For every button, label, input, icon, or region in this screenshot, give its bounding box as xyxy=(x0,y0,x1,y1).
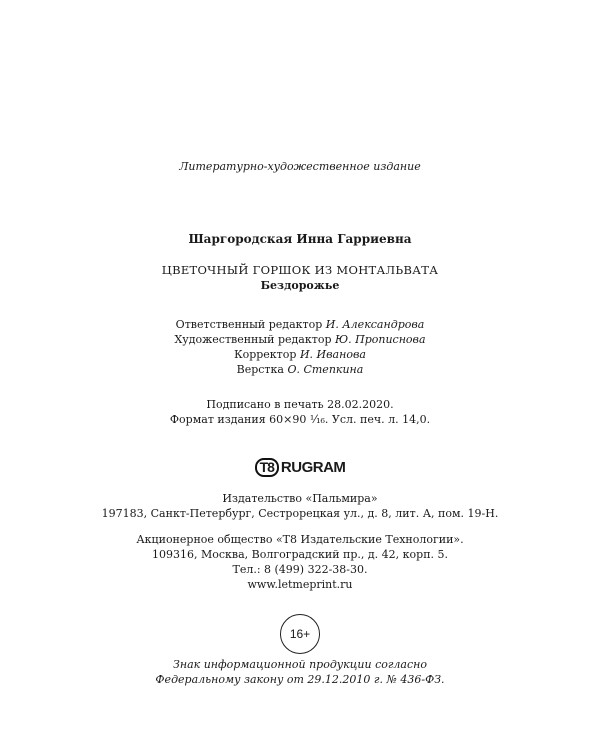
print-format: Формат издания 60×90 ¹⁄₁₆. Усл. печ. л. 14,0. xyxy=(169,413,431,426)
book-subtitle: Бездорожье xyxy=(260,279,340,292)
printer-name: Акционерное общество «Т8 Издательские Технологии». xyxy=(136,533,464,546)
credit-person: И. Александрова xyxy=(325,318,425,331)
credit-line xyxy=(0,333,600,347)
publisher-address: 197183, Санкт-Петербург, Сестрорецкая ул., д. 8, лит. А, пом. 19-Н. xyxy=(101,507,499,520)
credit-person: О. Степкина xyxy=(287,363,364,376)
notice-line-2: Федеральному закону от 29.12.2010 г. № 436-ФЗ. xyxy=(155,673,445,686)
author-name: Шаргородская Инна Гарриевна xyxy=(188,232,412,246)
print-signed: Подписано в печать 28.02.2020. xyxy=(206,398,394,411)
notice-line-1: Знак информационной продукции согласно xyxy=(172,658,428,671)
edition-type: Литературно-художественное издание xyxy=(179,160,421,173)
rugram-logo-text: RUGRAM xyxy=(280,459,346,476)
credit-role: Корректор xyxy=(234,348,297,361)
credit-person: Ю. Прописнова xyxy=(334,333,426,346)
printer-website: www.letmeprint.ru xyxy=(247,578,353,591)
age-rating-badge: 16+ xyxy=(280,614,320,654)
publisher-name: Издательство «Пальмира» xyxy=(222,492,378,505)
credit-role: Художественный редактор xyxy=(174,333,332,346)
credit-role: Верстка xyxy=(236,363,284,376)
t8-logo-mark: T8 xyxy=(255,458,279,477)
credit-role: Ответственный редактор xyxy=(175,318,323,331)
printer-address: 109316, Москва, Волгоградский пр., д. 42, корп. 5. xyxy=(151,548,449,561)
credit-line xyxy=(0,363,600,377)
credit-line xyxy=(0,348,600,362)
credit-person: И. Иванова xyxy=(299,348,366,361)
rugram-logo xyxy=(0,457,600,477)
book-title: ЦВЕТОЧНЫЙ ГОРШОК ИЗ МОНТАЛЬВАТА xyxy=(161,263,439,277)
printer-phone: Тел.: 8 (499) 322-38-30. xyxy=(232,563,368,576)
credit-line xyxy=(0,318,600,332)
